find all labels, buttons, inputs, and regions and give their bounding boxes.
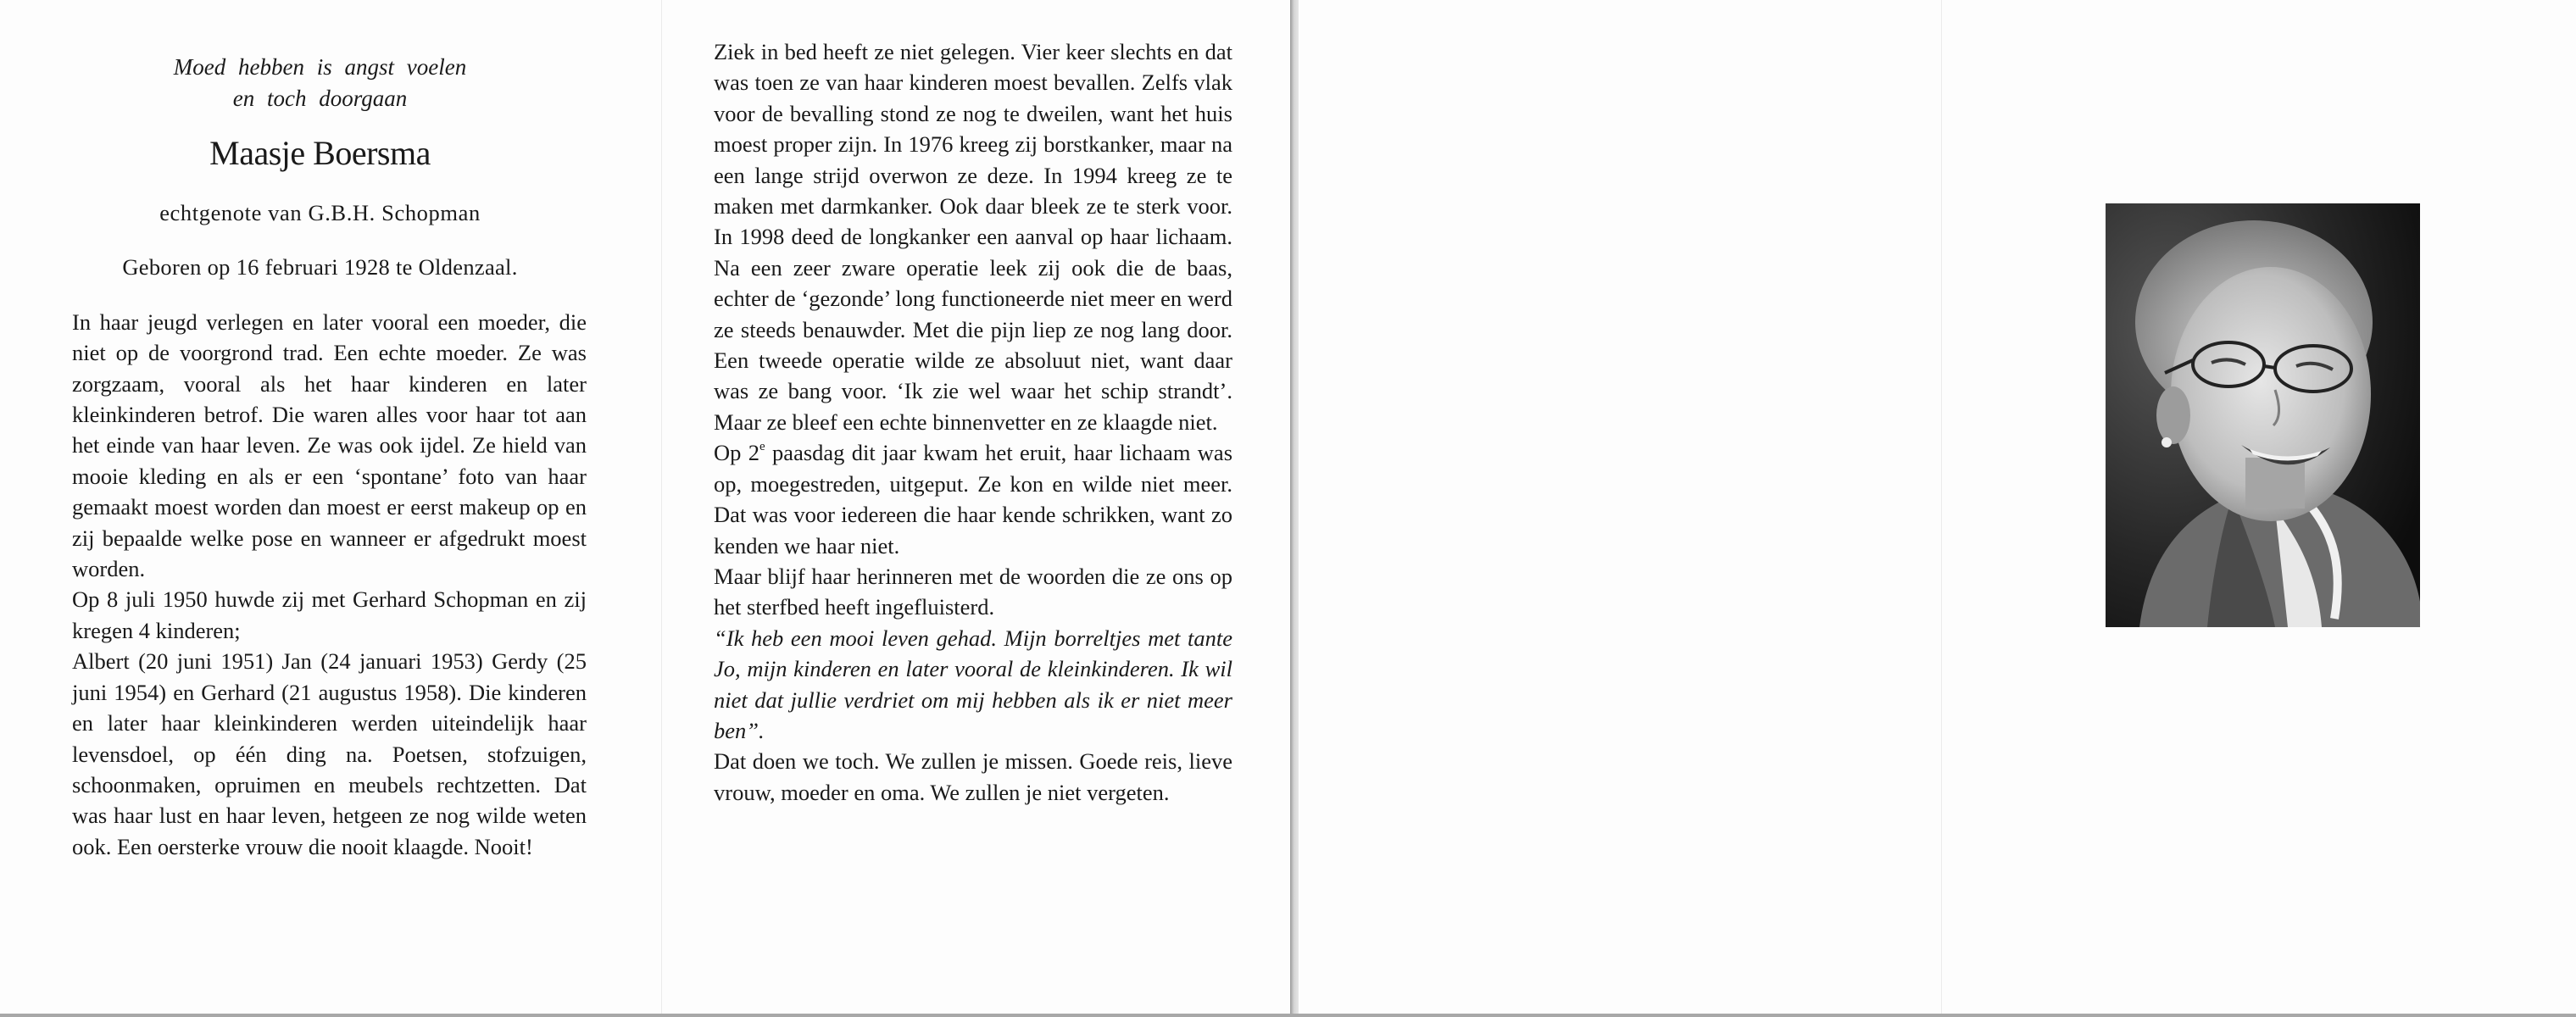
fold-line xyxy=(1941,0,1942,1014)
fold-line xyxy=(661,0,662,1014)
farewell-paragraph: Dat doen we toch. We zullen je missen. Goede reis, lieve vrouw, moeder en oma. We zullen je niet vergeten. xyxy=(714,748,1232,805)
final-words-quote: “Ik heb een mooi leven gehad. Mijn borreltjes met tante Jo, mijn kinderen en later vooral de kleinkinderen. Ik wil niet dat jullie verdriet om mij hebben als ik er niet meer ben”. xyxy=(714,625,1232,743)
biography-text xyxy=(72,307,587,862)
left-panel xyxy=(72,52,587,862)
biography-paragraph-2: Op 8 juli 1950 huwde zij met Gerhard Schopman en zij kregen 4 kinderen; xyxy=(72,586,587,643)
biography-paragraph-5 xyxy=(714,437,1232,561)
ordinal-suffix: e xyxy=(759,440,765,454)
portrait-photo xyxy=(2106,203,2420,627)
spouse-line: echtgenote van G.B.H. Schopman xyxy=(159,200,481,225)
biography-paragraph-3: Albert (20 juni 1951) Jan (24 januari 1953) Gerdy (25 juni 1954) en Gerhard (21 augustus 1958). Die kinderen en later haar kleinkinderen werden uiteindelijk haar levensdoel, op één ding na. Poetsen, stofzuigen, schoonmaken, opruimen en meubels rechtzetten. Dat was haar lust en haar leven, hetgeen ze nog wilde weten ook. Een oersterke vrouw die nooit klaagde. Nooit! xyxy=(72,648,587,859)
memorial-card-left xyxy=(0,0,1290,1014)
motto xyxy=(53,52,587,114)
scan-gap xyxy=(1290,0,1299,1017)
deceased-name: Maasje Boersma xyxy=(209,134,431,172)
middle-panel xyxy=(714,36,1232,808)
biography-paragraph-6: Maar blijf haar herinneren met de woorden die ze ons op het sterfbed heeft ingefluisterd. xyxy=(714,563,1232,620)
biography-paragraph-1: In haar jeugd verlegen en later vooral een moeder, die niet op de voorgrond trad. Een echte moeder. Ze was zorgzaam, vooral als het haar kinderen en later kleinkinderen betrof. Die waren alles voor haar tot aan het einde van haar leven. Ze was ook ijdel. Ze hield van mooie kleding en als er een ‘spontane’ foto van haar gemaakt moest worden dan moest er eerst makeup op en zij bepaalde welke pose en wanneer er afgedrukt moest worden. xyxy=(72,308,587,582)
easter-date-prefix: Op 2 xyxy=(714,440,760,466)
biography-paragraph-4: Ziek in bed heeft ze niet gelegen. Vier keer slechts en dat was toen ze van haar kinderen moest bevallen. Zelfs vlak voor de bevalling stond ze nog te dweilen, want het huis moest proper zijn. In 1976 kreeg zij borstkanker, maar na een lange strijd overwon ze deze. In 1994 kreeg ze te maken met darmkanker. Ook daar bleek ze te sterk voor. In 1998 deed de longkanker een aanval op haar lichaam. Na een zeer zware operatie leek zij ook die de baas, echter de ‘gezonde’ long functioneerde niet meer en werd ze steeds benauwder. Met die pijn liep ze nog lang door. Een tweede operatie wilde ze absoluut niet, want daar was ze bang voor. ‘Ik zie wel waar het schip strandt’. Maar ze bleef een echte binnenvetter en ze klaagde niet. xyxy=(714,39,1232,435)
portrait-illustration xyxy=(2106,203,2420,627)
motto-line-1: Moed hebben is angst voelen xyxy=(173,54,467,80)
bottom-edge xyxy=(0,1014,2576,1017)
motto-line-2: en toch doorgaan xyxy=(232,86,408,111)
birth-line: Geboren op 16 februari 1928 te Oldenzaal. xyxy=(122,254,518,281)
easter-date-rest: paasdag dit jaar kwam het eruit, haar lichaam was op, moegestreden, uitgeput. Ze kon en wilde niet meer. Dat was voor iedereen die haar kende schrikken, want zo kenden we haar niet. xyxy=(714,440,1233,559)
